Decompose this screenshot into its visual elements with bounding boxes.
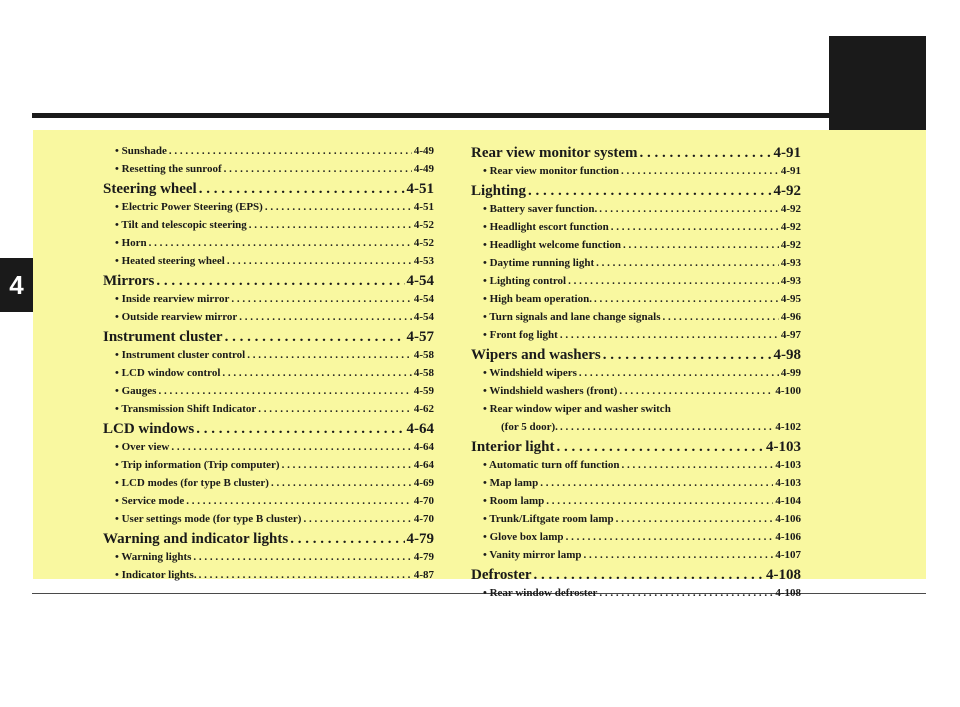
toc-dot-leader [579,367,779,379]
toc-subentry[interactable] [103,201,434,219]
toc-entry-label: • Indicator lights. [115,569,197,581]
toc-subentry[interactable] [103,441,434,459]
toc-subentry[interactable] [471,329,801,347]
toc-dot-leader [196,421,404,438]
toc-subentry[interactable] [103,219,434,237]
toc-page-number: 4-57 [406,329,434,345]
toc-page-number: 4-100 [775,385,801,397]
toc-dot-leader [227,255,412,267]
toc-entry-label: • Resetting the sunroof [115,163,222,175]
toc-dot-leader [224,163,412,175]
toc-dot-leader [583,549,773,561]
toc-entry-label: • Vanity mirror lamp [483,549,582,561]
toc-page-number: 4-53 [413,255,434,267]
toc-page-number: 4-64 [413,441,434,453]
toc-entry-label: • LCD window control [115,367,221,379]
toc-entry-label: Wipers and washers [471,347,601,363]
toc-dot-leader [225,329,405,346]
toc-page-number: 4-54 [406,273,434,289]
toc-entry-label: • Room lamp [483,495,545,507]
toc-section-entry[interactable] [103,273,434,293]
toc-entry-label: Warning and indicator lights [103,531,289,547]
toc-page-number: 4-95 [780,293,801,305]
toc-subentry[interactable] [103,569,434,587]
toc-page-number: 4-87 [413,569,434,581]
toc-page-number: 4-70 [413,495,434,507]
toc-entry-label: • Front fog light [483,329,558,341]
toc-entry-label: Rear view monitor system [471,145,638,161]
toc-section-entry[interactable] [471,145,801,165]
toc-entry-label: Interior light [471,439,555,455]
toc-page-number: 4-107 [775,549,801,561]
toc-dot-leader [258,403,412,415]
toc-page-number: 4-92 [780,221,801,233]
toc-page-number: 4-52 [413,237,434,249]
toc-section-entry[interactable] [471,567,801,587]
toc-dot-leader [599,587,773,599]
toc-entry-label: • Inside rearview mirror [115,293,230,305]
toc-subentry[interactable] [471,367,801,385]
toc-subentry[interactable] [471,513,801,531]
toc-page-number: 4-51 [413,201,434,213]
toc-subentry[interactable] [103,367,434,385]
toc-entry-label: • Service mode [115,495,185,507]
toc-dot-leader [199,181,405,198]
toc-dot-leader [623,239,779,251]
toc-subentry[interactable] [103,551,434,569]
toc-dot-leader [611,221,779,233]
toc-dot-leader [621,165,779,177]
toc-page-number: 4-106 [775,513,801,525]
toc-panel-margin [826,130,926,579]
toc-entry-label: Steering wheel [103,181,197,197]
toc-dot-leader [540,477,773,489]
toc-dot-leader [599,203,779,215]
toc-subentry[interactable] [103,403,434,421]
toc-dot-leader [265,201,412,213]
toc-entry-label: • Sunshade [115,145,167,157]
toc-page-number: 4-58 [413,349,434,361]
toc-subentry[interactable] [471,587,801,605]
toc-subentry[interactable] [471,257,801,275]
toc-dot-leader [271,477,412,489]
toc-subentry[interactable] [471,165,801,183]
toc-entry-label: • User settings mode (for type B cluster) [115,513,302,525]
toc-subentry[interactable] [103,293,434,311]
toc-dot-leader [560,329,779,341]
toc-dot-leader [193,551,411,563]
toc-entry-label: • Rear view monitor function [483,165,620,177]
toc-entry-label: • Transmission Shift Indicator [115,403,257,415]
toc-dot-leader [528,183,771,200]
toc-entry-label: Defroster [471,567,532,583]
toc-subentry[interactable] [471,385,801,403]
toc-entry-label: • Windshield washers (front) [483,385,618,397]
toc-page-number: 4-92 [780,203,801,215]
toc-subentry[interactable] [103,459,434,477]
toc-entry-label: • Turn signals and lane change signals [483,311,661,323]
toc-entry-label: • Trunk/Liftgate room lamp [483,513,614,525]
toc-section-entry[interactable] [103,329,434,349]
toc-dot-leader [560,421,773,433]
toc-dot-leader [303,513,411,525]
toc-dot-leader [186,495,412,507]
toc-dot-leader [621,459,773,471]
toc-page-number: 4-102 [775,421,801,433]
toc-page-number: 4-104 [775,495,801,507]
toc-dot-leader [222,367,411,379]
toc-page-number: 4-69 [413,477,434,489]
toc-entry-label: • Headlight welcome function [483,239,621,251]
toc-page-number: 4-103 [766,439,801,455]
toc-dot-leader [662,311,778,323]
toc-entry-label: • Electric Power Steering (EPS) [115,201,263,213]
toc-entry-label: • Glove box lamp [483,531,564,543]
toc-page-number: 4-52 [413,219,434,231]
toc-page-number: 4-93 [780,257,801,269]
toc-subentry[interactable] [103,237,434,255]
toc-subentry[interactable] [103,477,434,495]
toc-dot-leader [282,459,412,471]
toc-page-number: 4-91 [773,145,801,161]
toc-dot-leader [199,569,412,581]
toc-dot-leader [169,145,412,157]
toc-entry-label: LCD windows [103,421,195,437]
toc-dot-leader [619,385,773,397]
toc-entry-label: • Windshield wipers [483,367,577,379]
toc-section-entry[interactable] [471,439,801,459]
toc-page-number: 4-79 [413,551,434,563]
toc-entry-label: • Heated steering wheel [115,255,225,267]
toc-page-number: 4-96 [780,311,801,323]
toc-subentry[interactable] [103,385,434,403]
toc-page-number: 4-108 [775,587,801,599]
toc-page-number: 4-64 [413,459,434,471]
toc-subentry[interactable] [103,163,434,181]
toc-entry-label: • Tilt and telescopic steering [115,219,247,231]
toc-entry-label: • Daytime running light [483,257,595,269]
toc-entry-label: • Map lamp [483,477,539,489]
toc-page-number: 4-49 [413,145,434,157]
toc-dot-leader [156,273,404,290]
toc-dot-leader [594,293,779,305]
toc-entry-label: (for 5 door). [501,421,558,433]
toc-subentry[interactable] [471,477,801,495]
toc-entry-label: Mirrors [103,273,155,289]
toc-page-number: 4-103 [775,459,801,471]
toc-subentry[interactable] [471,549,801,567]
toc-subentry[interactable] [471,459,801,477]
toc-subentry[interactable] [103,311,434,329]
toc-page-number: 4-92 [780,239,801,251]
toc-page-number: 4-93 [780,275,801,287]
toc-subentry[interactable] [103,145,434,163]
toc-entry-label: • Rear window wiper and washer switch [483,403,671,415]
toc-page-number: 4-62 [413,403,434,415]
toc-subentry[interactable] [103,513,434,531]
toc-entry-label: Lighting [471,183,527,199]
toc-page-number: 4-54 [413,293,434,305]
toc-page-number: 4-59 [413,385,434,397]
toc-section-entry[interactable] [471,183,801,203]
toc-section-entry[interactable] [103,421,434,441]
toc-dot-leader [231,293,411,305]
toc-page-number: 4-103 [775,477,801,489]
toc-page-number: 4-98 [773,347,801,363]
toc-dot-leader [568,275,779,287]
toc-page-number: 4-58 [413,367,434,379]
toc-page-number: 4-91 [780,165,801,177]
toc-subentry[interactable] [471,203,801,221]
toc-entry-label: • Outside rearview mirror [115,311,238,323]
toc-page-number: 4-108 [766,567,801,583]
toc-section-entry[interactable] [103,181,434,201]
toc-entry-label: • Headlight escort function [483,221,609,233]
toc-page-number: 4-51 [406,181,434,197]
toc-dot-leader [239,311,412,323]
toc-subentry[interactable] [103,255,434,273]
toc-dot-leader [247,349,412,361]
toc-entry-label: • Rear window defroster [483,587,598,599]
toc-section-entry[interactable] [103,531,434,551]
toc-entry-label: • Over view [115,441,170,453]
toc-entry-label: Instrument cluster [103,329,223,345]
toc-subentry[interactable] [471,311,801,329]
toc-page-number: 4-99 [780,367,801,379]
toc-entry-label: • Trip information (Trip computer) [115,459,280,471]
toc-page-number: 4-106 [775,531,801,543]
toc-dot-leader [534,567,764,584]
toc-subentry[interactable] [471,531,801,549]
toc-subentry[interactable] [103,349,434,367]
toc-dot-leader [640,145,772,162]
toc-entry-label: • Warning lights [115,551,192,563]
toc-subentry[interactable] [471,239,801,257]
toc-subentry[interactable] [471,403,801,421]
toc-dot-leader [158,385,411,397]
toc-subentry[interactable] [471,421,801,439]
toc-subentry[interactable] [471,293,801,311]
toc-entry-label: • Horn [115,237,147,249]
toc-page-number: 4-54 [413,311,434,323]
toc-page-number: 4-79 [406,531,434,547]
toc-dot-leader [556,439,764,456]
toc-page-number: 4-92 [773,183,801,199]
toc-entry-label: • High beam operation. [483,293,592,305]
toc-entry-label: • LCD modes (for type B cluster) [115,477,269,489]
toc-right-column [471,145,801,605]
toc-subentry[interactable] [471,275,801,293]
toc-dot-leader [290,531,404,548]
toc-dot-leader [616,513,774,525]
toc-page-number: 4-97 [780,329,801,341]
toc-entry-label: • Automatic turn off function [483,459,620,471]
toc-subentry[interactable] [471,495,801,513]
toc-page-number: 4-64 [406,421,434,437]
toc-dot-leader [546,495,773,507]
toc-section-entry[interactable] [471,347,801,367]
toc-entry-label: • Gauges [115,385,157,397]
toc-subentry[interactable] [103,495,434,513]
toc-dot-leader [149,237,412,249]
chapter-number-tab: 4 [0,258,33,312]
toc-page-number: 4-70 [413,513,434,525]
toc-dot-leader [566,531,774,543]
toc-left-column [103,145,434,587]
toc-subentry[interactable] [471,221,801,239]
toc-page-number: 4-49 [413,163,434,175]
header-rule [32,113,926,118]
toc-entry-label: • Battery saver function. [483,203,598,215]
toc-dot-leader [603,347,772,364]
toc-dot-leader [596,257,779,269]
toc-entry-label: • Instrument cluster control [115,349,246,361]
toc-dot-leader [171,441,411,453]
toc-entry-label: • Lighting control [483,275,567,287]
toc-dot-leader [249,219,412,231]
